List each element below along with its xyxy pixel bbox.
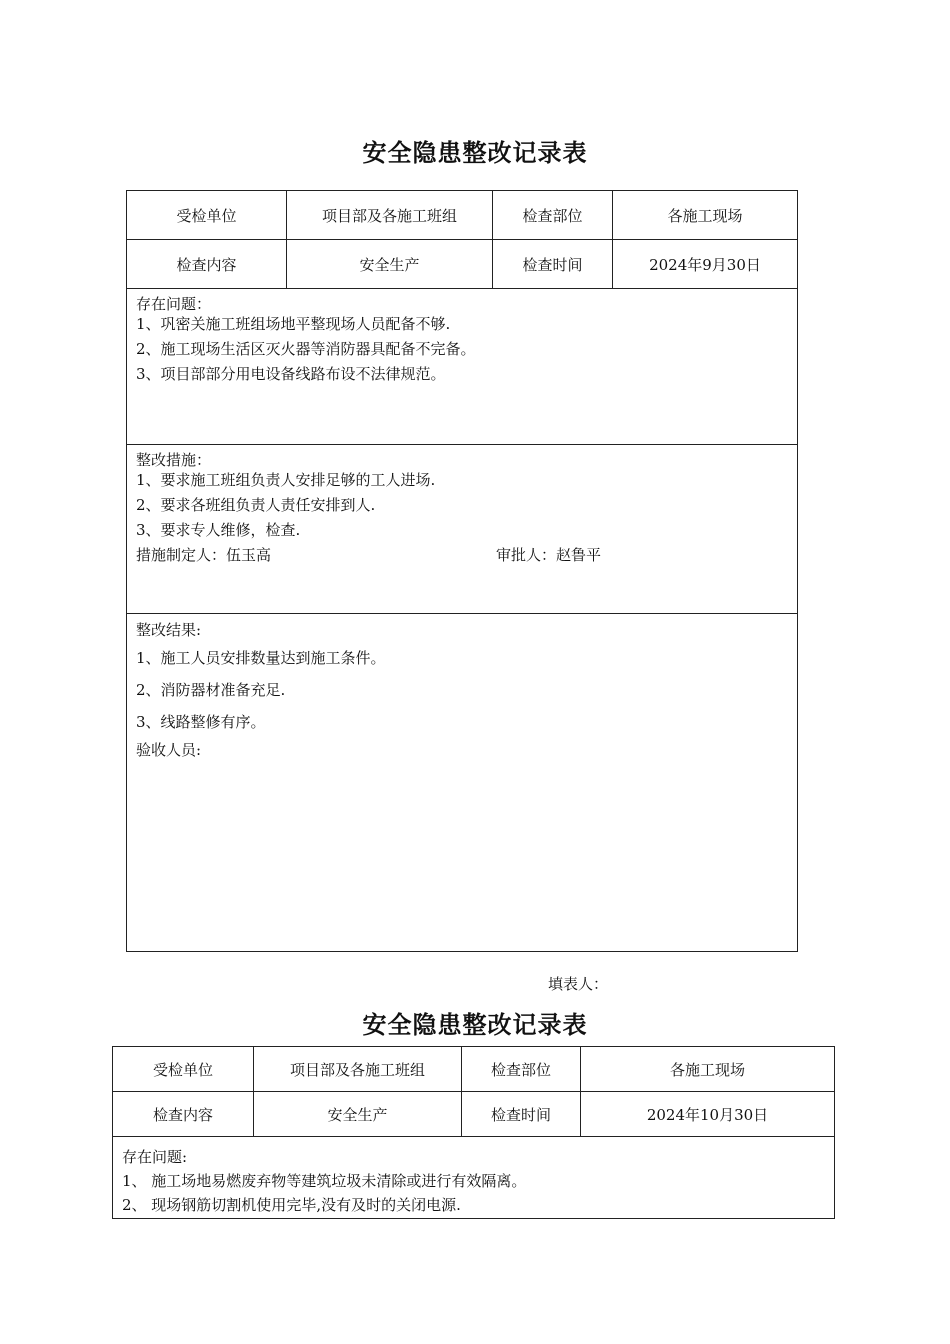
list-item: 1、 施工场地易燃废弃物等建筑垃圾未清除或进行有效隔离。 bbox=[122, 1172, 527, 1190]
table-row bbox=[127, 445, 798, 614]
inspection-area-label: 检查部位 bbox=[493, 191, 613, 240]
inspection-content-label: 检查内容 bbox=[113, 1092, 254, 1137]
list-item: 3、线路整修有序。 bbox=[136, 713, 266, 731]
table-row bbox=[127, 614, 798, 952]
measure-maker: 措施制定人：伍玉高 bbox=[136, 546, 272, 564]
problems-heading: 存在问题: bbox=[122, 1148, 188, 1166]
problems-section bbox=[113, 1137, 835, 1219]
problems-section bbox=[127, 289, 798, 445]
approver: 审批人：赵鲁平 bbox=[496, 546, 602, 564]
record-table bbox=[112, 1046, 835, 1219]
signature-row bbox=[136, 543, 788, 568]
list-item: 1、要求施工班组负责人安排足够的工人进场. bbox=[136, 471, 436, 489]
list-item: 2、 现场钢筋切割机使用完毕,没有及时的关闭电源. bbox=[122, 1196, 461, 1214]
table-row bbox=[113, 1047, 835, 1092]
inspected-unit-value: 项目部及各施工班组 bbox=[254, 1047, 462, 1092]
inspection-time-value: 2024年9月30日 bbox=[613, 240, 798, 289]
list-item: 2、施工现场生活区灭火器等消防器具配备不完备。 bbox=[136, 340, 476, 358]
inspection-content-value: 安全生产 bbox=[287, 240, 493, 289]
inspected-unit-label: 受检单位 bbox=[127, 191, 287, 240]
inspection-time-label: 检查时间 bbox=[493, 240, 613, 289]
inspection-time-label: 检查时间 bbox=[462, 1092, 581, 1137]
inspected-unit-value: 项目部及各施工班组 bbox=[287, 191, 493, 240]
results-section bbox=[127, 614, 798, 952]
inspection-area-value: 各施工现场 bbox=[581, 1047, 835, 1092]
inspection-content-value: 安全生产 bbox=[254, 1092, 462, 1137]
problems-heading: 存在问题： bbox=[136, 295, 212, 313]
inspection-area-value: 各施工现场 bbox=[613, 191, 798, 240]
form-title: 安全隐患整改记录表 bbox=[362, 1011, 588, 1039]
table-row bbox=[113, 1137, 835, 1219]
list-item: 1、巩密关施工班组场地平整现场人员配备不够. bbox=[136, 315, 451, 333]
list-item: 3、项目部部分用电设备线路布设不法律规范。 bbox=[136, 365, 446, 383]
inspection-area-label: 检查部位 bbox=[462, 1047, 581, 1092]
list-item: 2、消防器材准备充足. bbox=[136, 681, 286, 699]
record-table bbox=[126, 190, 798, 952]
measures-section bbox=[127, 445, 798, 614]
form-title: 安全隐患整改记录表 bbox=[362, 139, 588, 167]
list-item: 1、施工人员安排数量达到施工条件。 bbox=[136, 649, 386, 667]
table-row bbox=[127, 240, 798, 289]
table-row bbox=[127, 191, 798, 240]
filler-label: 填表人： bbox=[548, 975, 609, 993]
inspection-time-value: 2024年10月30日 bbox=[581, 1092, 835, 1137]
list-item: 3、要求专人维修，检查. bbox=[136, 521, 301, 539]
acceptor-label: 验收人员: bbox=[136, 741, 202, 759]
inspected-unit-label: 受检单位 bbox=[113, 1047, 254, 1092]
inspection-content-label: 检查内容 bbox=[127, 240, 287, 289]
results-heading: 整改结果: bbox=[136, 621, 202, 639]
measures-heading: 整改措施： bbox=[136, 451, 212, 469]
table-row bbox=[113, 1092, 835, 1137]
table-row bbox=[127, 289, 798, 445]
list-item: 2、要求各班组负责人责任安排到人. bbox=[136, 496, 376, 514]
